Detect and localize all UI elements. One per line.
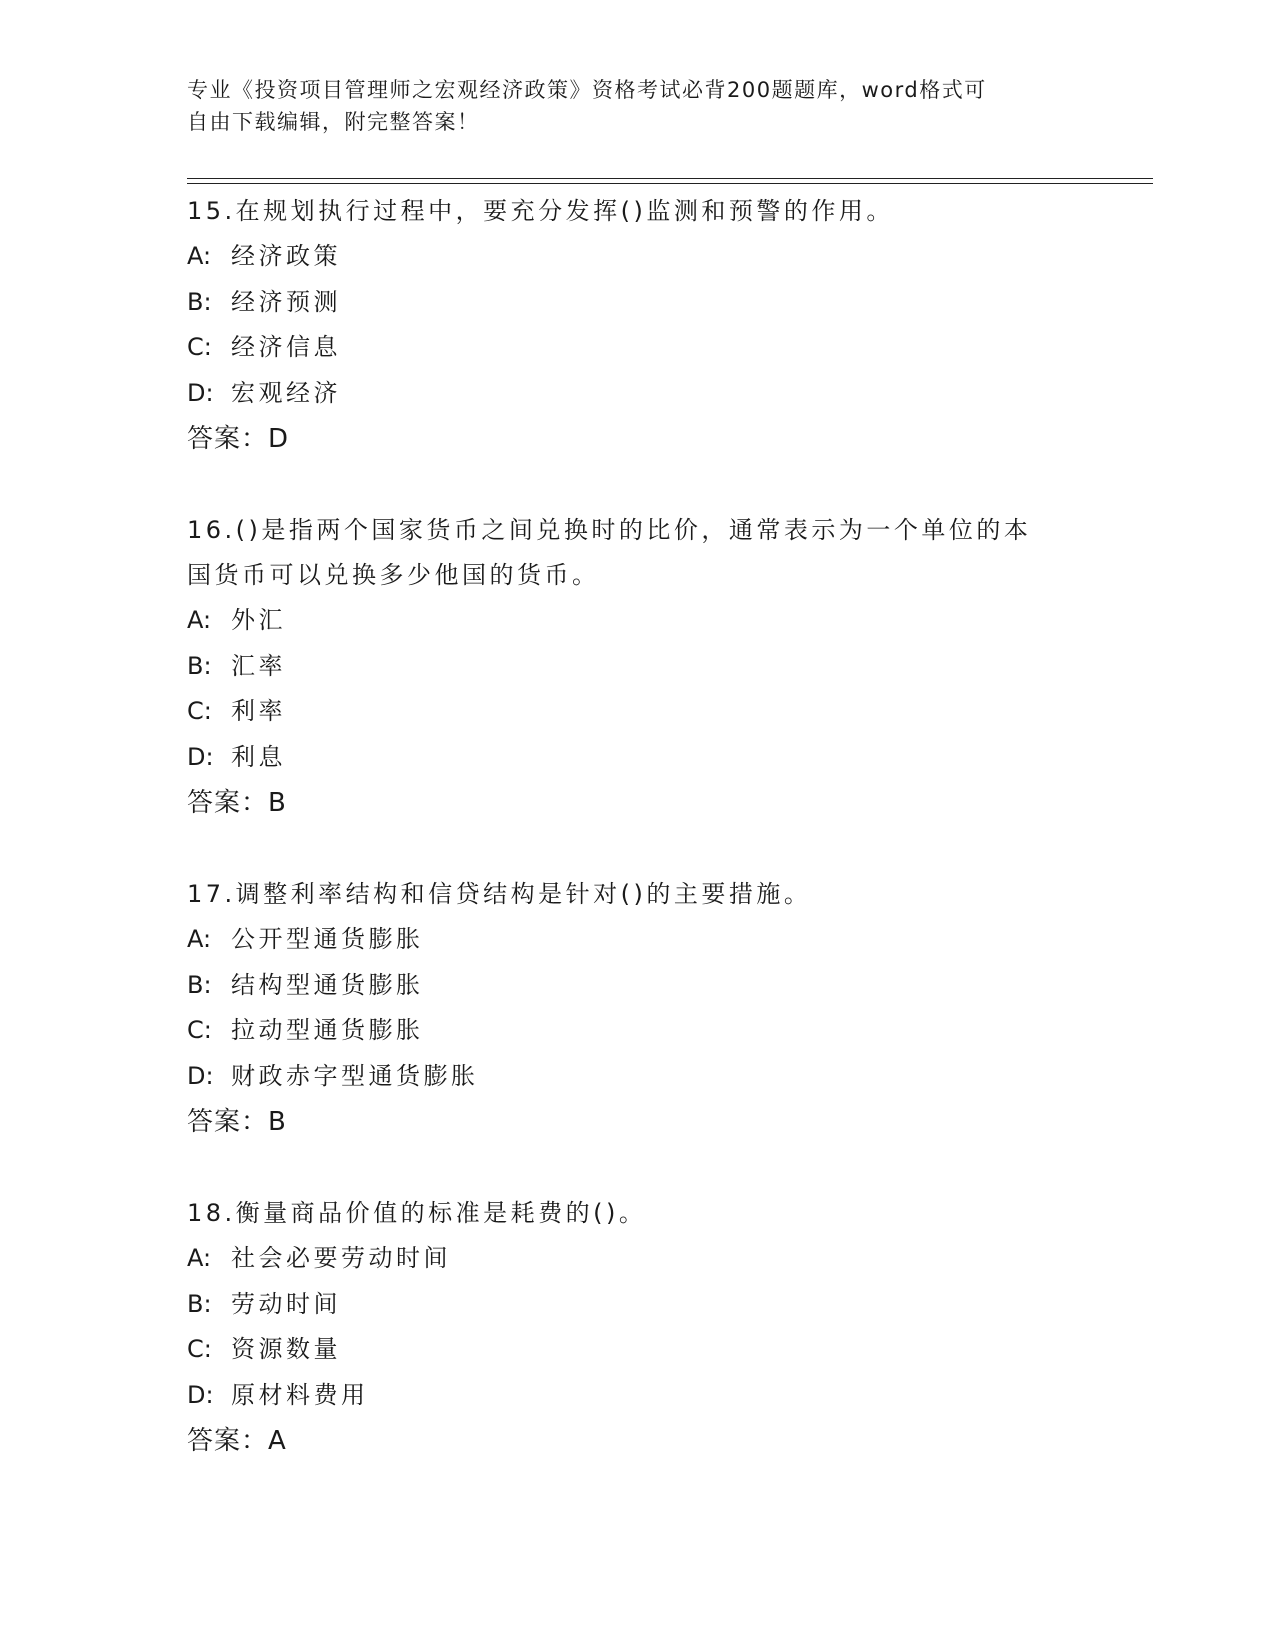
option-text: 拉动型通货膨胀	[231, 1016, 424, 1044]
option-c	[187, 689, 1087, 735]
question-16	[187, 508, 1087, 826]
option-letter: A:	[187, 242, 212, 270]
option-letter: B:	[187, 970, 212, 999]
option-c	[187, 325, 1087, 371]
header-divider-bottom	[187, 183, 1153, 184]
option-c	[187, 1327, 1087, 1373]
header-divider-top	[187, 178, 1153, 179]
option-text: 财政赤字型通货膨胀	[231, 1061, 479, 1090]
option-letter: C:	[187, 697, 212, 725]
option-text: 经济信息	[231, 333, 341, 361]
option-letter: D:	[187, 378, 214, 407]
option-letter: D:	[187, 1380, 214, 1409]
option-a	[187, 1236, 1087, 1282]
document-header	[187, 74, 1067, 138]
option-letter: A:	[187, 925, 212, 953]
option-c	[187, 1008, 1087, 1054]
option-d	[187, 1054, 1087, 1100]
option-text: 结构型通货膨胀	[231, 970, 424, 999]
question-stem: 17.调整利率结构和信贷结构是针对()的主要措施。	[187, 880, 812, 908]
answer: 答案：D	[187, 424, 290, 454]
option-letter: A:	[187, 606, 212, 634]
option-b	[187, 280, 1087, 326]
option-text: 原材料费用	[231, 1380, 369, 1409]
option-letter: C:	[187, 1016, 212, 1044]
answer: 答案：A	[187, 1426, 287, 1456]
option-d	[187, 371, 1087, 417]
answer: 答案：B	[187, 788, 287, 818]
option-text: 经济预测	[231, 287, 341, 316]
option-letter: B:	[187, 651, 212, 680]
header-line-1: 专业《投资项目管理师之宏观经济政策》资格考试必背200题题库，word格式可	[187, 78, 987, 102]
option-d	[187, 1373, 1087, 1419]
option-letter: D:	[187, 1061, 214, 1090]
question-stem: 18.衡量商品价值的标准是耗费的()。	[187, 1199, 647, 1227]
question-15	[187, 189, 1087, 462]
option-letter: B:	[187, 1289, 212, 1318]
option-a	[187, 234, 1087, 280]
option-text: 利息	[231, 742, 286, 771]
option-b	[187, 1282, 1087, 1328]
option-b	[187, 644, 1087, 690]
option-text: 宏观经济	[231, 378, 341, 407]
option-letter: C:	[187, 333, 212, 361]
question-17	[187, 872, 1087, 1145]
option-text: 劳动时间	[231, 1289, 341, 1318]
option-text: 社会必要劳动时间	[231, 1244, 451, 1272]
header-line-2: 自由下载编辑，附完整答案！	[187, 110, 480, 134]
option-letter: A:	[187, 1244, 212, 1272]
question-stem-line-2: 国货币可以兑换多少他国的货币。	[187, 561, 600, 589]
option-text: 外汇	[231, 606, 286, 634]
option-text: 利率	[231, 697, 286, 725]
question-18	[187, 1191, 1087, 1464]
option-text: 汇率	[231, 651, 286, 680]
option-a	[187, 598, 1087, 644]
option-text: 经济政策	[231, 242, 341, 270]
option-text: 公开型通货膨胀	[231, 925, 424, 953]
option-text: 资源数量	[231, 1335, 341, 1363]
option-letter: C:	[187, 1335, 212, 1363]
answer: 答案：B	[187, 1107, 287, 1137]
option-b	[187, 963, 1087, 1009]
option-letter: D:	[187, 742, 214, 771]
option-letter: B:	[187, 287, 212, 316]
option-d	[187, 735, 1087, 781]
question-stem-line-1: 16.()是指两个国家货币之间兑换时的比价，通常表示为一个单位的本	[187, 516, 1032, 544]
question-stem: 15.在规划执行过程中，要充分发挥()监测和预警的作用。	[187, 197, 894, 225]
option-a	[187, 917, 1087, 963]
